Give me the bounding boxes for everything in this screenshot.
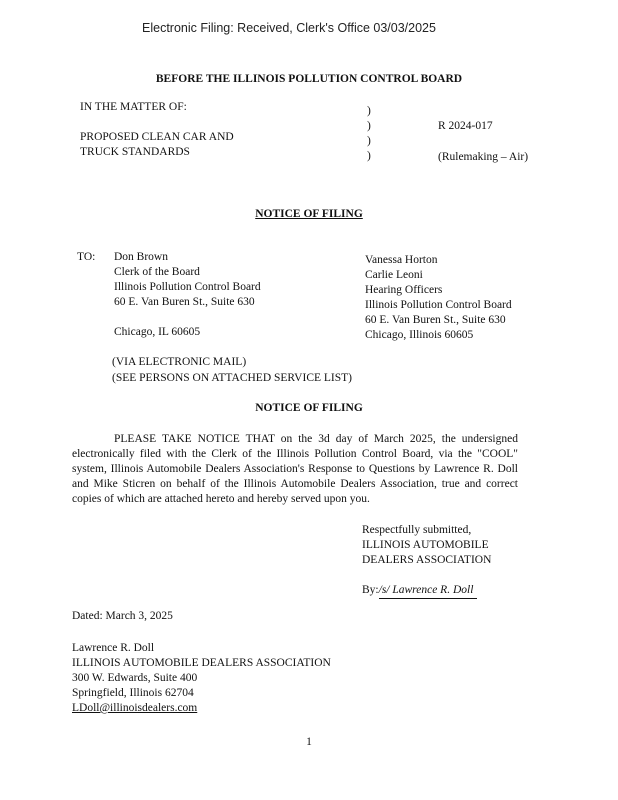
caption-paren: ) [367, 135, 371, 147]
closing: Respectfully submitted, [362, 524, 472, 536]
signature-line [362, 583, 477, 599]
rulemaking-type: (Rulemaking – Air) [438, 151, 529, 163]
notice-lead: PLEASE TAKE NOTICE THAT [114, 433, 275, 445]
hearing-officer-org: Illinois Pollution Control Board [365, 299, 512, 311]
recipient-address: 60 E. Van Buren St., Suite 630 [114, 296, 255, 308]
in-the-matter-of: IN THE MATTER OF: [80, 101, 187, 113]
by-label: By: [362, 584, 379, 596]
electronic-filing-stamp: Electronic Filing: Received, Clerk's Office 03/03/2025 [142, 21, 436, 35]
hearing-officer-city: Chicago, Illinois 60605 [365, 329, 474, 341]
notice-text: on the 3d day of March 2025, the undersigned electronically filed with the Clerk of the Illinois Pollution Control Board, via the "COOL" system, Illinois Automobile Dealers Association's Response to Questions by Lawrence R. Doll and Mike Sticren on behalf of the Illinois Automobile Dealers Association, true and correct copies of which are attached hereto and hereby served upon you. [72, 433, 518, 505]
proposal-title-line-1: PROPOSED CLEAN CAR AND [80, 131, 234, 143]
hearing-officer-name-1: Vanessa Horton [365, 254, 438, 266]
contact-name: Lawrence R. Doll [72, 642, 155, 654]
board-heading: BEFORE THE ILLINOIS POLLUTION CONTROL BOARD [155, 73, 463, 85]
contact-email-link[interactable] [72, 701, 197, 716]
contact-city: Springfield, Illinois 62704 [72, 687, 194, 699]
electronic-signature: /s/ Lawrence R. Doll [379, 583, 478, 599]
signature-org-line-2: DEALERS ASSOCIATION [362, 554, 492, 566]
recipient-city: Chicago, IL 60605 [114, 326, 201, 338]
contact-address: 300 W. Edwards, Suite 400 [72, 672, 198, 684]
recipient-name: Don Brown [114, 251, 168, 263]
docket-number: R 2024-017 [438, 120, 493, 132]
via-electronic-mail: (VIA ELECTRONIC MAIL) [112, 356, 247, 368]
recipient-title: Clerk of the Board [114, 266, 200, 278]
notice-of-filing-title-2: NOTICE OF FILING [255, 402, 363, 414]
to-label: TO: [77, 251, 96, 263]
proposal-title-line-2: TRUCK STANDARDS [80, 146, 190, 158]
page-number: 1 [306, 736, 312, 748]
signature-org-line-1: ILLINOIS AUTOMOBILE [362, 539, 489, 551]
contact-email[interactable]: LDoll@illinoisdealers.com [72, 702, 198, 714]
notice-body-paragraph [72, 432, 518, 507]
caption-paren: ) [367, 120, 371, 132]
notice-of-filing-title-1: NOTICE OF FILING [255, 208, 363, 220]
recipient-org: Illinois Pollution Control Board [114, 281, 261, 293]
caption-paren: ) [367, 105, 371, 117]
hearing-officer-name-2: Carlie Leoni [365, 269, 423, 281]
hearing-officer-address: 60 E. Van Buren St., Suite 630 [365, 314, 506, 326]
dated: Dated: March 3, 2025 [72, 610, 173, 622]
caption-paren: ) [367, 150, 371, 162]
see-service-list: (SEE PERSONS ON ATTACHED SERVICE LIST) [112, 372, 352, 384]
contact-org: ILLINOIS AUTOMOBILE DEALERS ASSOCIATION [72, 657, 331, 669]
hearing-officer-title: Hearing Officers [365, 284, 443, 296]
